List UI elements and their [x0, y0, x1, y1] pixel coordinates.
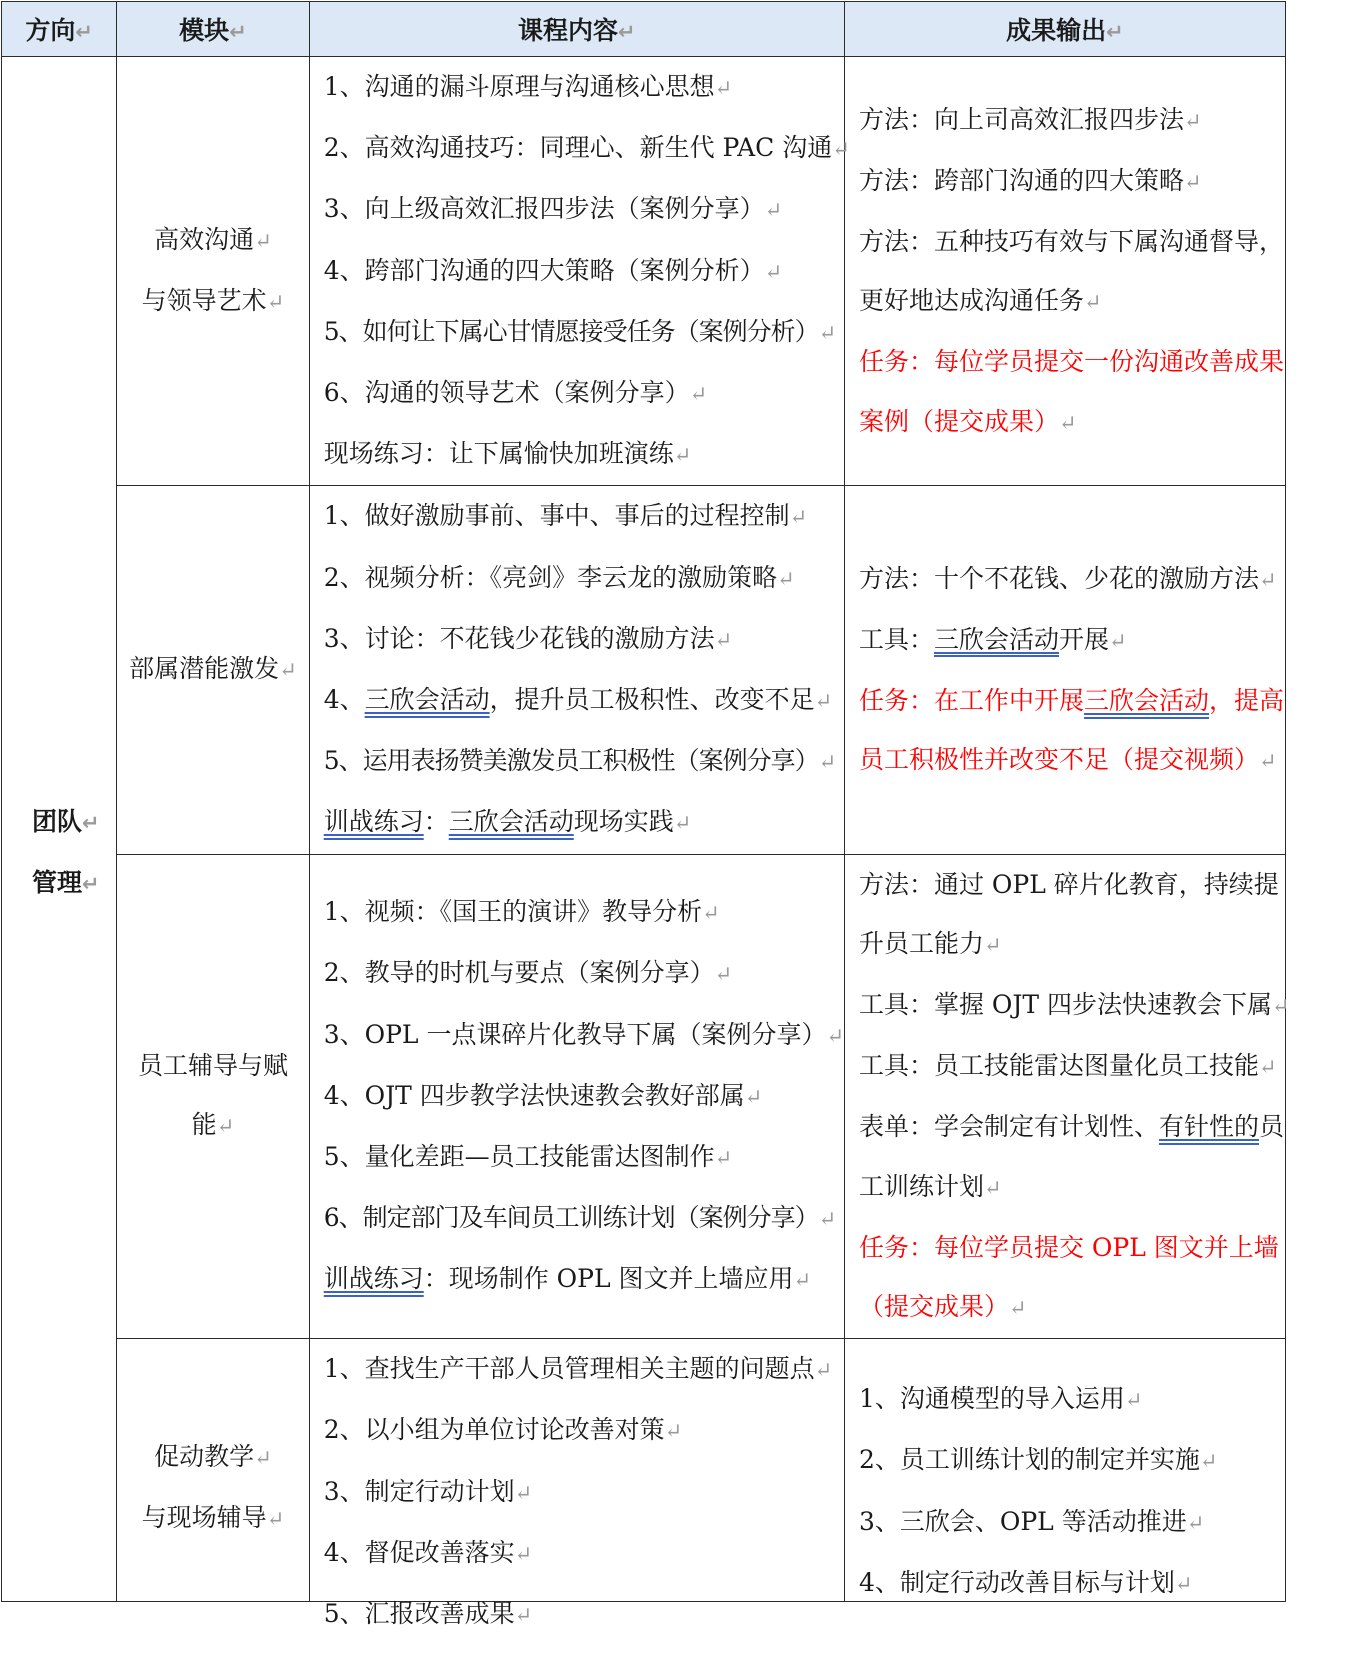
content-cell — [309, 1339, 844, 1629]
content-line: 2、视频分析：《亮剑》李云龙的激励策略↵ — [323, 562, 795, 592]
content-line: 4、跨部门沟通的四大策略（案例分析）↵ — [323, 255, 783, 285]
output-cell — [844, 854, 1290, 1339]
header-content: 课程内容↵ — [309, 2, 844, 57]
content-line: 4、督促改善落实↵ — [323, 1537, 533, 1567]
direction-cell — [2, 57, 117, 1602]
output-line: 方法：向上司高效汇报四步法↵ — [858, 104, 1202, 134]
header-direction: 方向↵ — [2, 2, 117, 57]
output-cell — [844, 486, 1285, 854]
content-line: 训战练习：三欣会活动现场实践↵ — [323, 807, 692, 837]
content-line: 6、沟通的领导艺术（案例分享）↵ — [323, 378, 708, 408]
content-line: 5、如何让下属心甘情愿接受任务（案例分析）↵ — [323, 316, 836, 346]
table-row — [2, 854, 1286, 1339]
content-cell — [309, 486, 844, 854]
content-cell — [309, 854, 844, 1339]
output-line: 表单：学会制定有计划性、有针性的员工训练计划↵ — [858, 1112, 1284, 1201]
content-line: 5、汇报改善成果↵ — [323, 1599, 533, 1629]
module-line: 能↵ — [191, 1110, 235, 1140]
content-line: 5、量化差距—员工技能雷达图制作↵ — [323, 1142, 733, 1172]
task-line: 任务：在工作中开展三欣会活动，提高员工积极性并改变不足（提交视频）↵ — [858, 686, 1284, 775]
module-line: 促动教学↵ — [154, 1442, 272, 1472]
direction-line-2: 管理↵ — [32, 868, 100, 898]
module-cell — [117, 854, 309, 1339]
module-cell — [117, 486, 309, 854]
table-row — [2, 1339, 1286, 1602]
module-line: 部属潜能激发↵ — [129, 654, 297, 684]
module-line: 员工辅导与赋 — [137, 1051, 288, 1081]
content-line: 4、三欣会活动，提升员工极积性、改变不足↵ — [323, 685, 833, 715]
course-table — [1, 1, 1290, 1629]
output-line: 工具：三欣会活动开展↵ — [858, 624, 1127, 654]
header-row — [2, 2, 1286, 57]
content-line: 4、OJT 四步教学法快速教会教好部属↵ — [323, 1080, 763, 1110]
output-line: 方法：跨部门沟通的四大策略↵ — [858, 165, 1202, 195]
content-line: 3、讨论：不花钱少花钱的激励方法↵ — [323, 623, 733, 653]
content-line: 6、制定部门及车间员工训练计划（案例分享）↵ — [323, 1203, 836, 1233]
module-cell — [117, 57, 309, 486]
output-line: 方法：通过 OPL 碎片化教育，持续提升员工能力↵ — [858, 869, 1279, 958]
content-line: 3、OPL 一点课碎片化教导下属（案例分享）↵ — [323, 1019, 845, 1049]
content-line: 1、做好激励事前、事中、事后的过程控制↵ — [323, 501, 808, 531]
task-line: 任务：每位学员提交一份沟通改善成果案例（提交成果）↵ — [858, 347, 1284, 436]
content-line: 现场练习：让下属愉快加班演练↵ — [323, 439, 692, 469]
content-line: 1、视频：《国王的演讲》教导分析↵ — [323, 897, 720, 927]
module-line: 与领导艺术↵ — [141, 286, 285, 316]
header-output: 成果输出↵ — [844, 2, 1285, 57]
content-line: 2、教导的时机与要点（案例分享）↵ — [323, 958, 733, 988]
module-line: 高效沟通↵ — [154, 225, 272, 254]
content-line: 2、以小组为单位讨论改善对策↵ — [323, 1415, 683, 1445]
module-line: 与现场辅导↵ — [141, 1503, 285, 1533]
module-cell — [117, 1339, 309, 1602]
content-line: 训战练习：现场制作 OPL 图文并上墙应用↵ — [323, 1264, 812, 1294]
content-line: 3、向上级高效汇报四步法（案例分享）↵ — [323, 194, 783, 224]
content-line: 1、沟通的漏斗原理与沟通核心思想↵ — [323, 72, 733, 101]
output-line: 工具：员工技能雷达图量化员工技能↵ — [858, 1051, 1277, 1081]
output-line: 工具：掌握 OJT 四步法快速教会下属↵ — [858, 990, 1290, 1020]
output-cell — [844, 57, 1285, 486]
content-line: 1、查找生产干部人员管理相关主题的问题点↵ — [323, 1354, 833, 1384]
output-line: 方法：五种技巧有效与下属沟通督导，更好地达成沟通任务↵ — [858, 227, 1284, 316]
task-line: 任务：每位学员提交 OPL 图文并上墙（提交成果）↵ — [858, 1232, 1279, 1322]
output-line: 4、制定行动改善目标与计划↵ — [858, 1567, 1193, 1597]
output-line: 2、员工训练计划的制定并实施↵ — [858, 1445, 1218, 1475]
content-line: 2、高效沟通技巧：同理心、新生代 PAC 沟通↵ — [323, 133, 850, 163]
content-line: 3、制定行动计划↵ — [323, 1476, 533, 1506]
output-line: 方法：十个不花钱、少花的激励方法↵ — [858, 563, 1277, 593]
content-cell — [309, 57, 850, 486]
table-row — [2, 57, 1286, 486]
output-cell — [844, 1339, 1285, 1602]
output-clip — [859, 1339, 1285, 1601]
direction-line-1: 团队↵ — [32, 807, 100, 836]
output-line: 1、沟通模型的导入运用↵ — [858, 1384, 1143, 1414]
content-clip — [323, 1339, 844, 1629]
table-row — [2, 486, 1286, 854]
header-module: 模块↵ — [117, 2, 309, 57]
output-line: 3、三欣会、OPL 等活动推进↵ — [858, 1506, 1205, 1536]
content-line: 5、运用表扬赞美激发员工积极性（案例分享）↵ — [323, 746, 836, 776]
